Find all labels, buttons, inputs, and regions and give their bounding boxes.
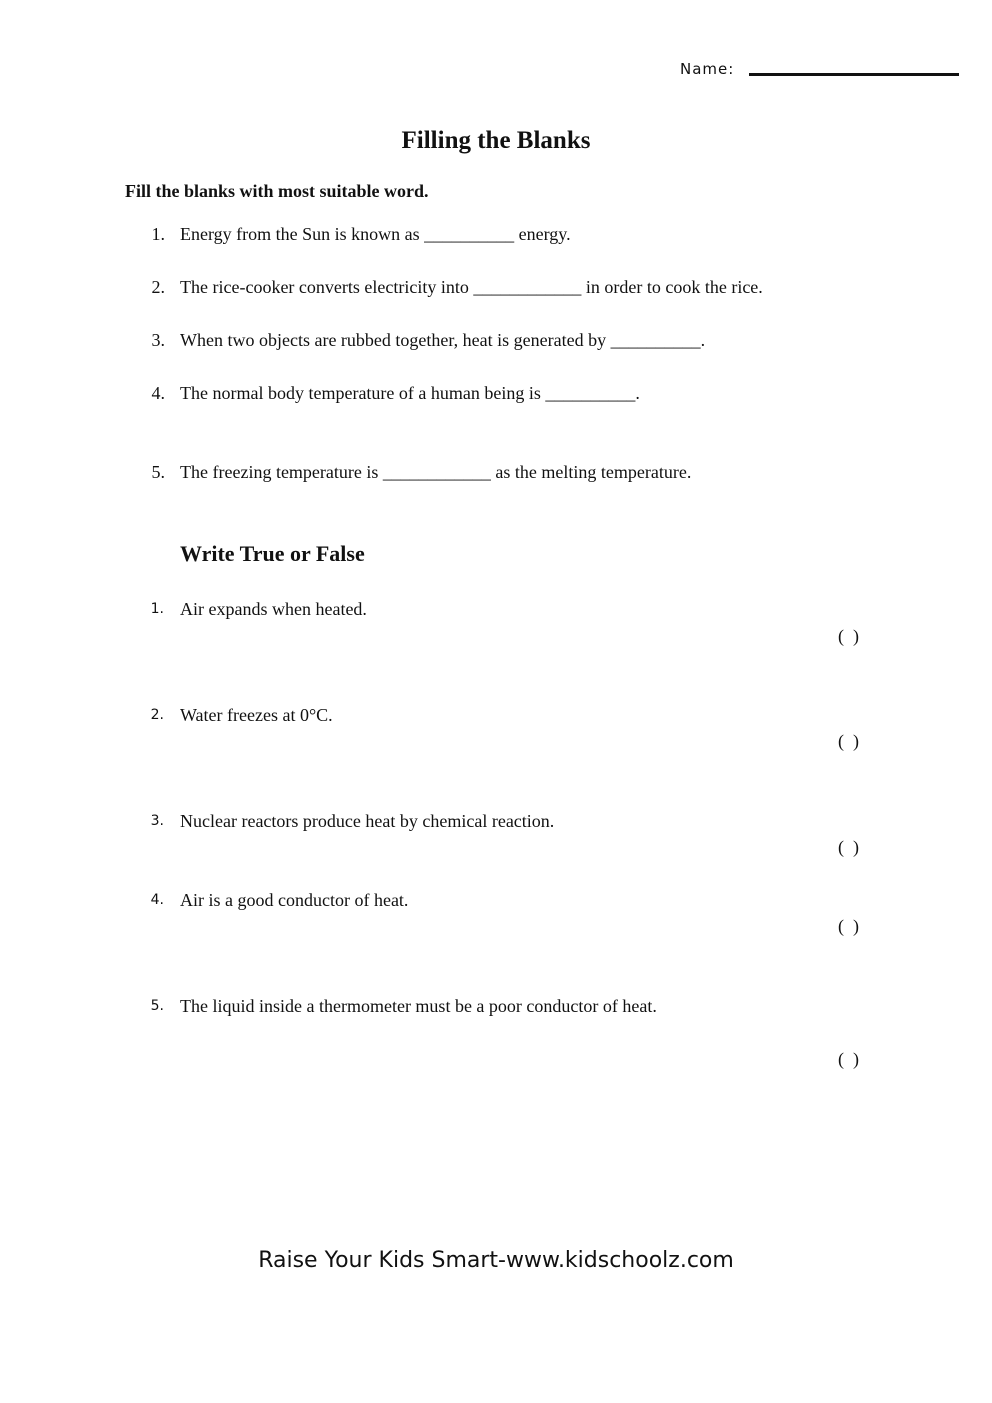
- instructions: Fill the blanks with most suitable word.: [125, 181, 429, 201]
- fill-blank-number: 5.: [151, 462, 165, 482]
- answer-box[interactable]: ( ): [838, 916, 859, 936]
- answer-box[interactable]: ( ): [838, 837, 859, 857]
- answer-box[interactable]: ( ): [838, 731, 859, 751]
- answer-box[interactable]: ( ): [838, 626, 859, 646]
- true-false-statement: Air is a good conductor of heat.: [180, 890, 409, 910]
- fill-blank-number: 2.: [151, 277, 165, 297]
- section-heading-true-false: Write True or False: [180, 541, 365, 566]
- name-label: Name:: [680, 60, 735, 78]
- fill-blank-number: 4.: [151, 383, 165, 403]
- true-false-statement: Air expands when heated.: [180, 599, 367, 619]
- answer-box[interactable]: ( ): [838, 1049, 859, 1069]
- true-false-statement: The liquid inside a thermometer must be a poor conductor of heat.: [180, 996, 657, 1016]
- true-false-number: 1.: [150, 601, 164, 617]
- footer-text: Raise Your Kids Smart-www.kidschoolz.com: [258, 1248, 734, 1273]
- fill-blank-question: Energy from the Sun is known as __________ energy.: [180, 224, 571, 244]
- true-false-statement: Nuclear reactors produce heat by chemical reaction.: [180, 811, 555, 831]
- page-title: Filling the Blanks: [401, 127, 591, 154]
- fill-blank-number: 1.: [151, 224, 165, 244]
- name-blank-line[interactable]: [749, 73, 959, 76]
- fill-blank-question: The rice-cooker converts electricity into ____________ in order to cook the rice.: [180, 277, 763, 297]
- true-false-number: 2.: [150, 707, 164, 723]
- true-false-number: 4.: [150, 892, 164, 908]
- fill-blank-question: The normal body temperature of a human being is __________.: [180, 383, 640, 403]
- true-false-number: 3.: [150, 813, 164, 829]
- fill-blank-number: 3.: [151, 330, 165, 350]
- fill-blank-question: When two objects are rubbed together, heat is generated by __________.: [180, 330, 706, 350]
- fill-blank-question: The freezing temperature is ____________ as the melting temperature.: [180, 462, 692, 482]
- true-false-statement: Water freezes at 0°C.: [180, 705, 333, 725]
- true-false-number: 5.: [150, 998, 164, 1014]
